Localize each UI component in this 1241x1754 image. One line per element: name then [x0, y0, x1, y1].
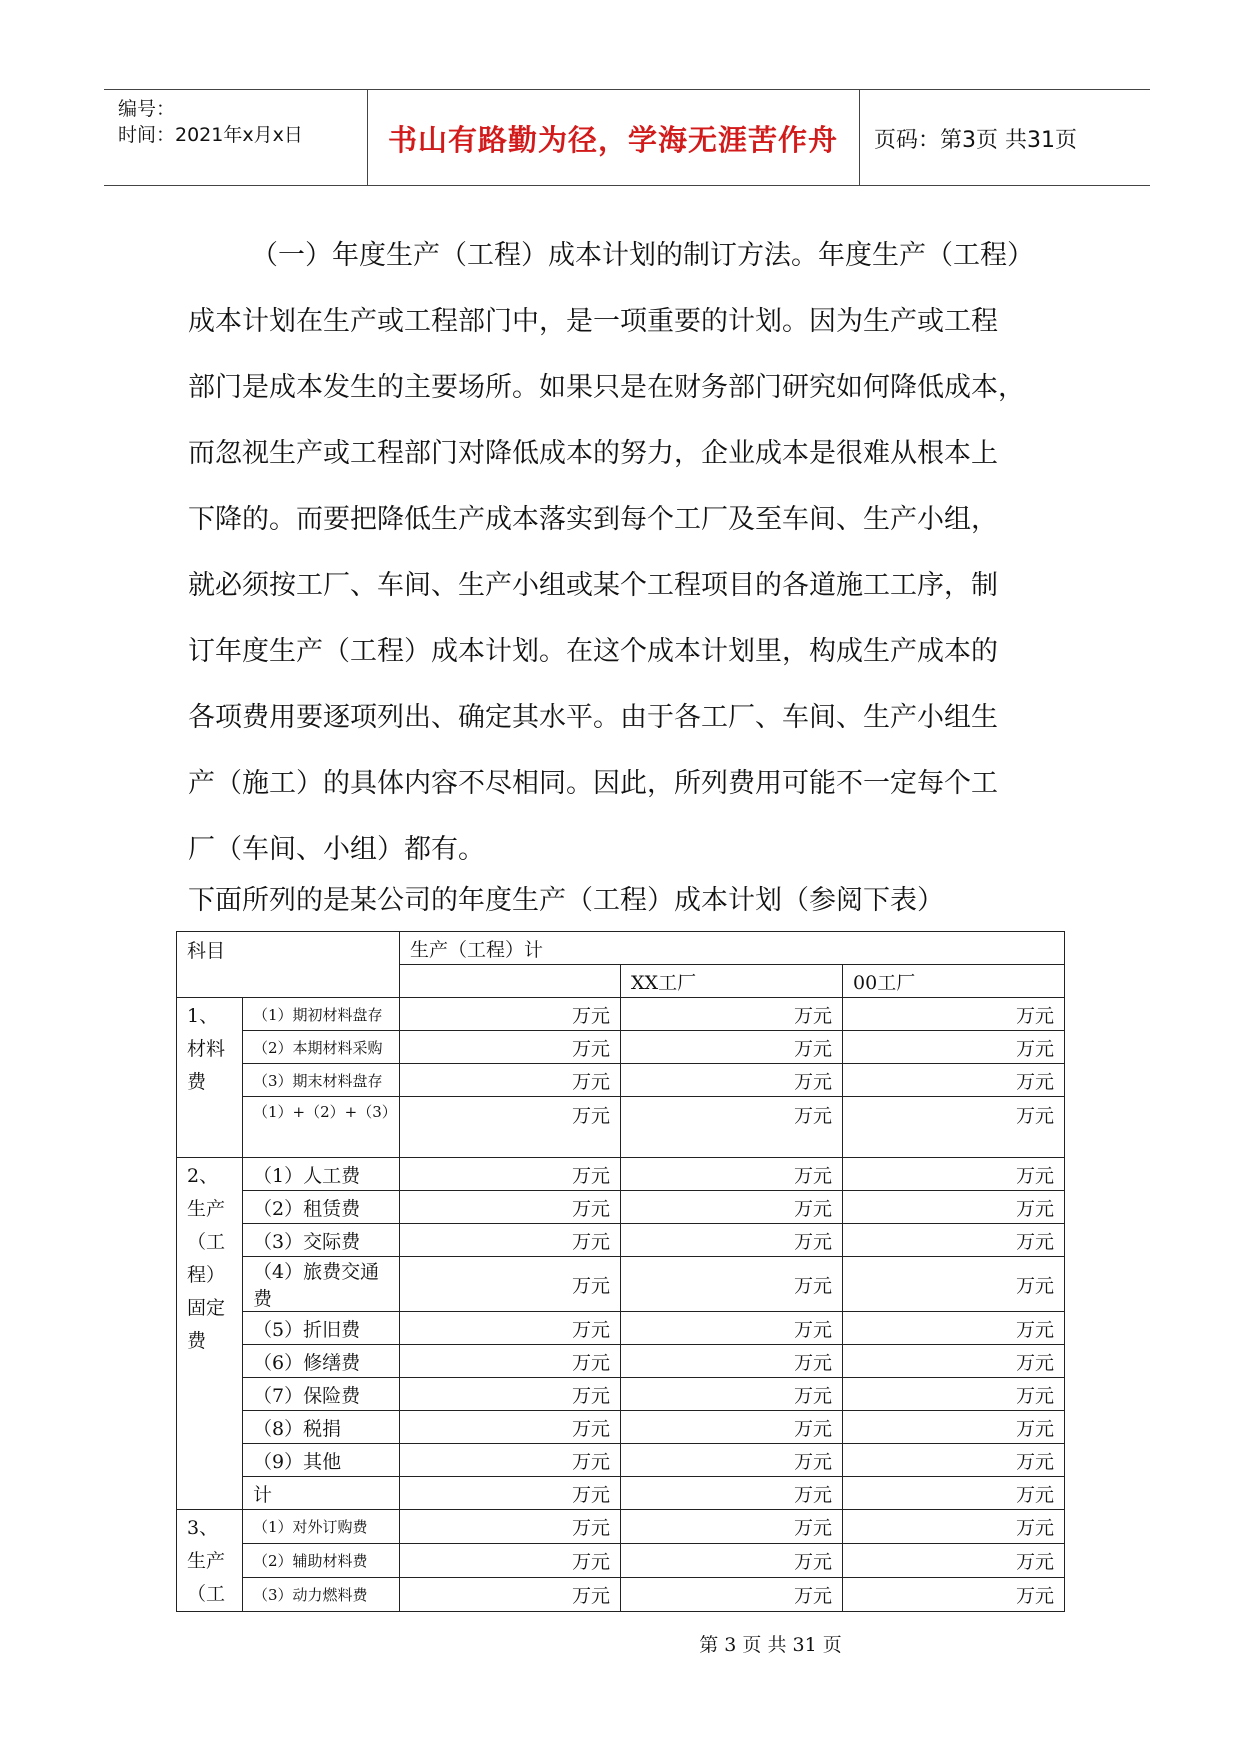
cost-plan-table: [176, 931, 1065, 1612]
amount-cell: 万元: [621, 1158, 843, 1191]
amount-cell: 万元: [400, 1257, 621, 1312]
table-row: [177, 998, 1065, 1031]
amount-cell: 万元: [400, 1477, 621, 1510]
paragraph-line: 成本计划在生产或工程部门中，是一项重要的计划。因为生产或工程: [188, 306, 998, 337]
amount-cell: 万元: [843, 1444, 1065, 1477]
amount-cell: 万元: [621, 998, 843, 1031]
category-production: [177, 1510, 1065, 1612]
body-text: [188, 223, 1088, 883]
category-materials: [177, 998, 1065, 1158]
amount-cell: 万元: [621, 1411, 843, 1444]
item-label: （3）交际费: [243, 1224, 400, 1257]
category-label: 2、生产（工程）固定费: [177, 1158, 243, 1510]
amount-cell: 万元: [843, 1191, 1065, 1224]
amount-cell: 万元: [843, 1158, 1065, 1191]
header-total: 生产（工程）计: [400, 932, 1065, 965]
header-motto: 书山有路勤为径，学海无涯苦作舟: [387, 123, 838, 157]
table-row: [177, 1345, 1065, 1378]
amount-cell: 万元: [400, 1191, 621, 1224]
item-label: （5）折旧费: [243, 1312, 400, 1345]
amount-cell: 万元: [621, 1378, 843, 1411]
item-label: （2）本期材料采购: [243, 1031, 400, 1064]
amount-cell: 万元: [621, 1257, 843, 1312]
amount-cell: 万元: [843, 1578, 1065, 1612]
amount-cell: 万元: [621, 1578, 843, 1612]
paragraph-line: 就必须按工厂、车间、生产小组或某个工程项目的各道施工工序，制: [188, 570, 998, 601]
paragraph-line: （一）年度生产（工程）成本计划的制订方法。年度生产（工程）: [251, 240, 1034, 271]
paragraph-line: 厂（车间、小组）都有。: [188, 834, 485, 865]
amount-cell: 万元: [621, 1191, 843, 1224]
amount-cell: 万元: [621, 1224, 843, 1257]
header-divider: [859, 90, 860, 185]
table-row: [177, 1158, 1065, 1191]
amount-cell: 万元: [400, 1224, 621, 1257]
amount-cell: 万元: [400, 1064, 621, 1097]
amount-cell: 万元: [621, 1477, 843, 1510]
paragraph-line: 产（施工）的具体内容不尽相同。因此，所列费用可能不一定每个工: [188, 768, 998, 799]
item-label: （8）税捐: [243, 1411, 400, 1444]
amount-cell: 万元: [400, 1158, 621, 1191]
header-factory-1: XX工厂: [621, 965, 843, 998]
paragraph-line: 部门是成本发生的主要场所。如果只是在财务部门研究如何降低成本，: [188, 372, 1025, 403]
header-subject: 科目: [177, 932, 400, 998]
amount-cell: 万元: [843, 1224, 1065, 1257]
table-row: [177, 1544, 1065, 1578]
amount-cell: 万元: [621, 1345, 843, 1378]
paragraph-line: 订年度生产（工程）成本计划。在这个成本计划里，构成生产成本的: [188, 636, 998, 667]
amount-cell: 万元: [843, 1411, 1065, 1444]
table-row: [177, 1378, 1065, 1411]
amount-cell: 万元: [843, 1064, 1065, 1097]
table-row: [177, 1411, 1065, 1444]
amount-cell: 万元: [843, 1097, 1065, 1158]
amount-cell: 万元: [400, 1411, 621, 1444]
amount-cell: 万元: [843, 998, 1065, 1031]
table-row: [177, 1312, 1065, 1345]
header-page-number: 页码：第3页 共31页: [874, 128, 1077, 153]
subtotal-label: 计: [243, 1477, 400, 1510]
amount-cell: 万元: [400, 1312, 621, 1345]
header-info: [118, 96, 303, 148]
amount-cell: 万元: [843, 1312, 1065, 1345]
amount-cell: 万元: [400, 1544, 621, 1578]
amount-cell: 万元: [843, 1544, 1065, 1578]
amount-cell: 万元: [400, 1345, 621, 1378]
paragraph-line: 下降的。而要把降低生产成本落实到每个工厂及至车间、生产小组，: [188, 504, 998, 535]
amount-cell: 万元: [400, 1510, 621, 1544]
item-label: （1）人工费: [243, 1158, 400, 1191]
item-label: （1）对外订购费: [243, 1510, 400, 1544]
amount-cell: 万元: [400, 1578, 621, 1612]
amount-cell: 万元: [621, 1510, 843, 1544]
item-label: （7）保险费: [243, 1378, 400, 1411]
item-label: （2）辅助材料费: [243, 1544, 400, 1578]
amount-cell: 万元: [621, 1444, 843, 1477]
amount-cell: 万元: [843, 1378, 1065, 1411]
amount-cell: 万元: [621, 1031, 843, 1064]
item-label: （6）修缮费: [243, 1345, 400, 1378]
doc-number-label: 编号：: [118, 98, 176, 120]
amount-cell: 万元: [843, 1257, 1065, 1312]
item-label: （3）期末材料盘存: [243, 1064, 400, 1097]
amount-cell: 万元: [621, 1312, 843, 1345]
item-label: （2）租赁费: [243, 1191, 400, 1224]
header-factory-2: 00工厂: [843, 965, 1065, 998]
table-row: [177, 1064, 1065, 1097]
table-row: [177, 1224, 1065, 1257]
paragraph-line: 而忽视生产或工程部门对降低成本的努力，企业成本是很难从根本上: [188, 438, 998, 469]
item-label: （1）期初材料盘存: [243, 998, 400, 1031]
table-caption: 下面所列的是某公司的年度生产（工程）成本计划（参阅下表）: [188, 885, 944, 916]
table-row-total: [177, 1477, 1065, 1510]
category-label: 1、材料费: [177, 998, 243, 1158]
item-label: （9）其他: [243, 1444, 400, 1477]
item-label: （1）+（2）+（3）: [243, 1097, 400, 1158]
amount-cell: 万元: [843, 1345, 1065, 1378]
amount-cell: 万元: [843, 1031, 1065, 1064]
footer-page-number: 第 3 页 共 31 页: [699, 1634, 842, 1656]
table-row: [177, 1257, 1065, 1312]
page-footer: [0, 1630, 1241, 1657]
table-row: [177, 1578, 1065, 1612]
table-row: [177, 1510, 1065, 1544]
amount-cell: 万元: [400, 1378, 621, 1411]
amount-cell: 万元: [621, 1544, 843, 1578]
table-row: [177, 1031, 1065, 1064]
amount-cell: 万元: [400, 1031, 621, 1064]
amount-cell: 万元: [400, 1097, 621, 1158]
amount-cell: 万元: [400, 1444, 621, 1477]
category-label: 3、生产（工: [177, 1510, 243, 1612]
paragraph-line: 各项费用要逐项列出、确定其水平。由于各工厂、车间、生产小组生: [188, 702, 998, 733]
item-label: （4）旅费交通费: [243, 1257, 400, 1312]
amount-cell: 万元: [400, 998, 621, 1031]
table-row: [177, 1444, 1065, 1477]
header-blank: [400, 965, 621, 998]
table-row: [177, 1191, 1065, 1224]
doc-date: 时间：2021年x月x日: [118, 124, 303, 146]
table-row: [177, 1097, 1065, 1158]
amount-cell: 万元: [843, 1477, 1065, 1510]
amount-cell: 万元: [621, 1097, 843, 1158]
page-header: [104, 89, 1150, 186]
category-fixed-costs: [177, 1158, 1065, 1510]
item-label: （3）动力燃料费: [243, 1578, 400, 1612]
amount-cell: 万元: [843, 1510, 1065, 1544]
amount-cell: 万元: [621, 1064, 843, 1097]
